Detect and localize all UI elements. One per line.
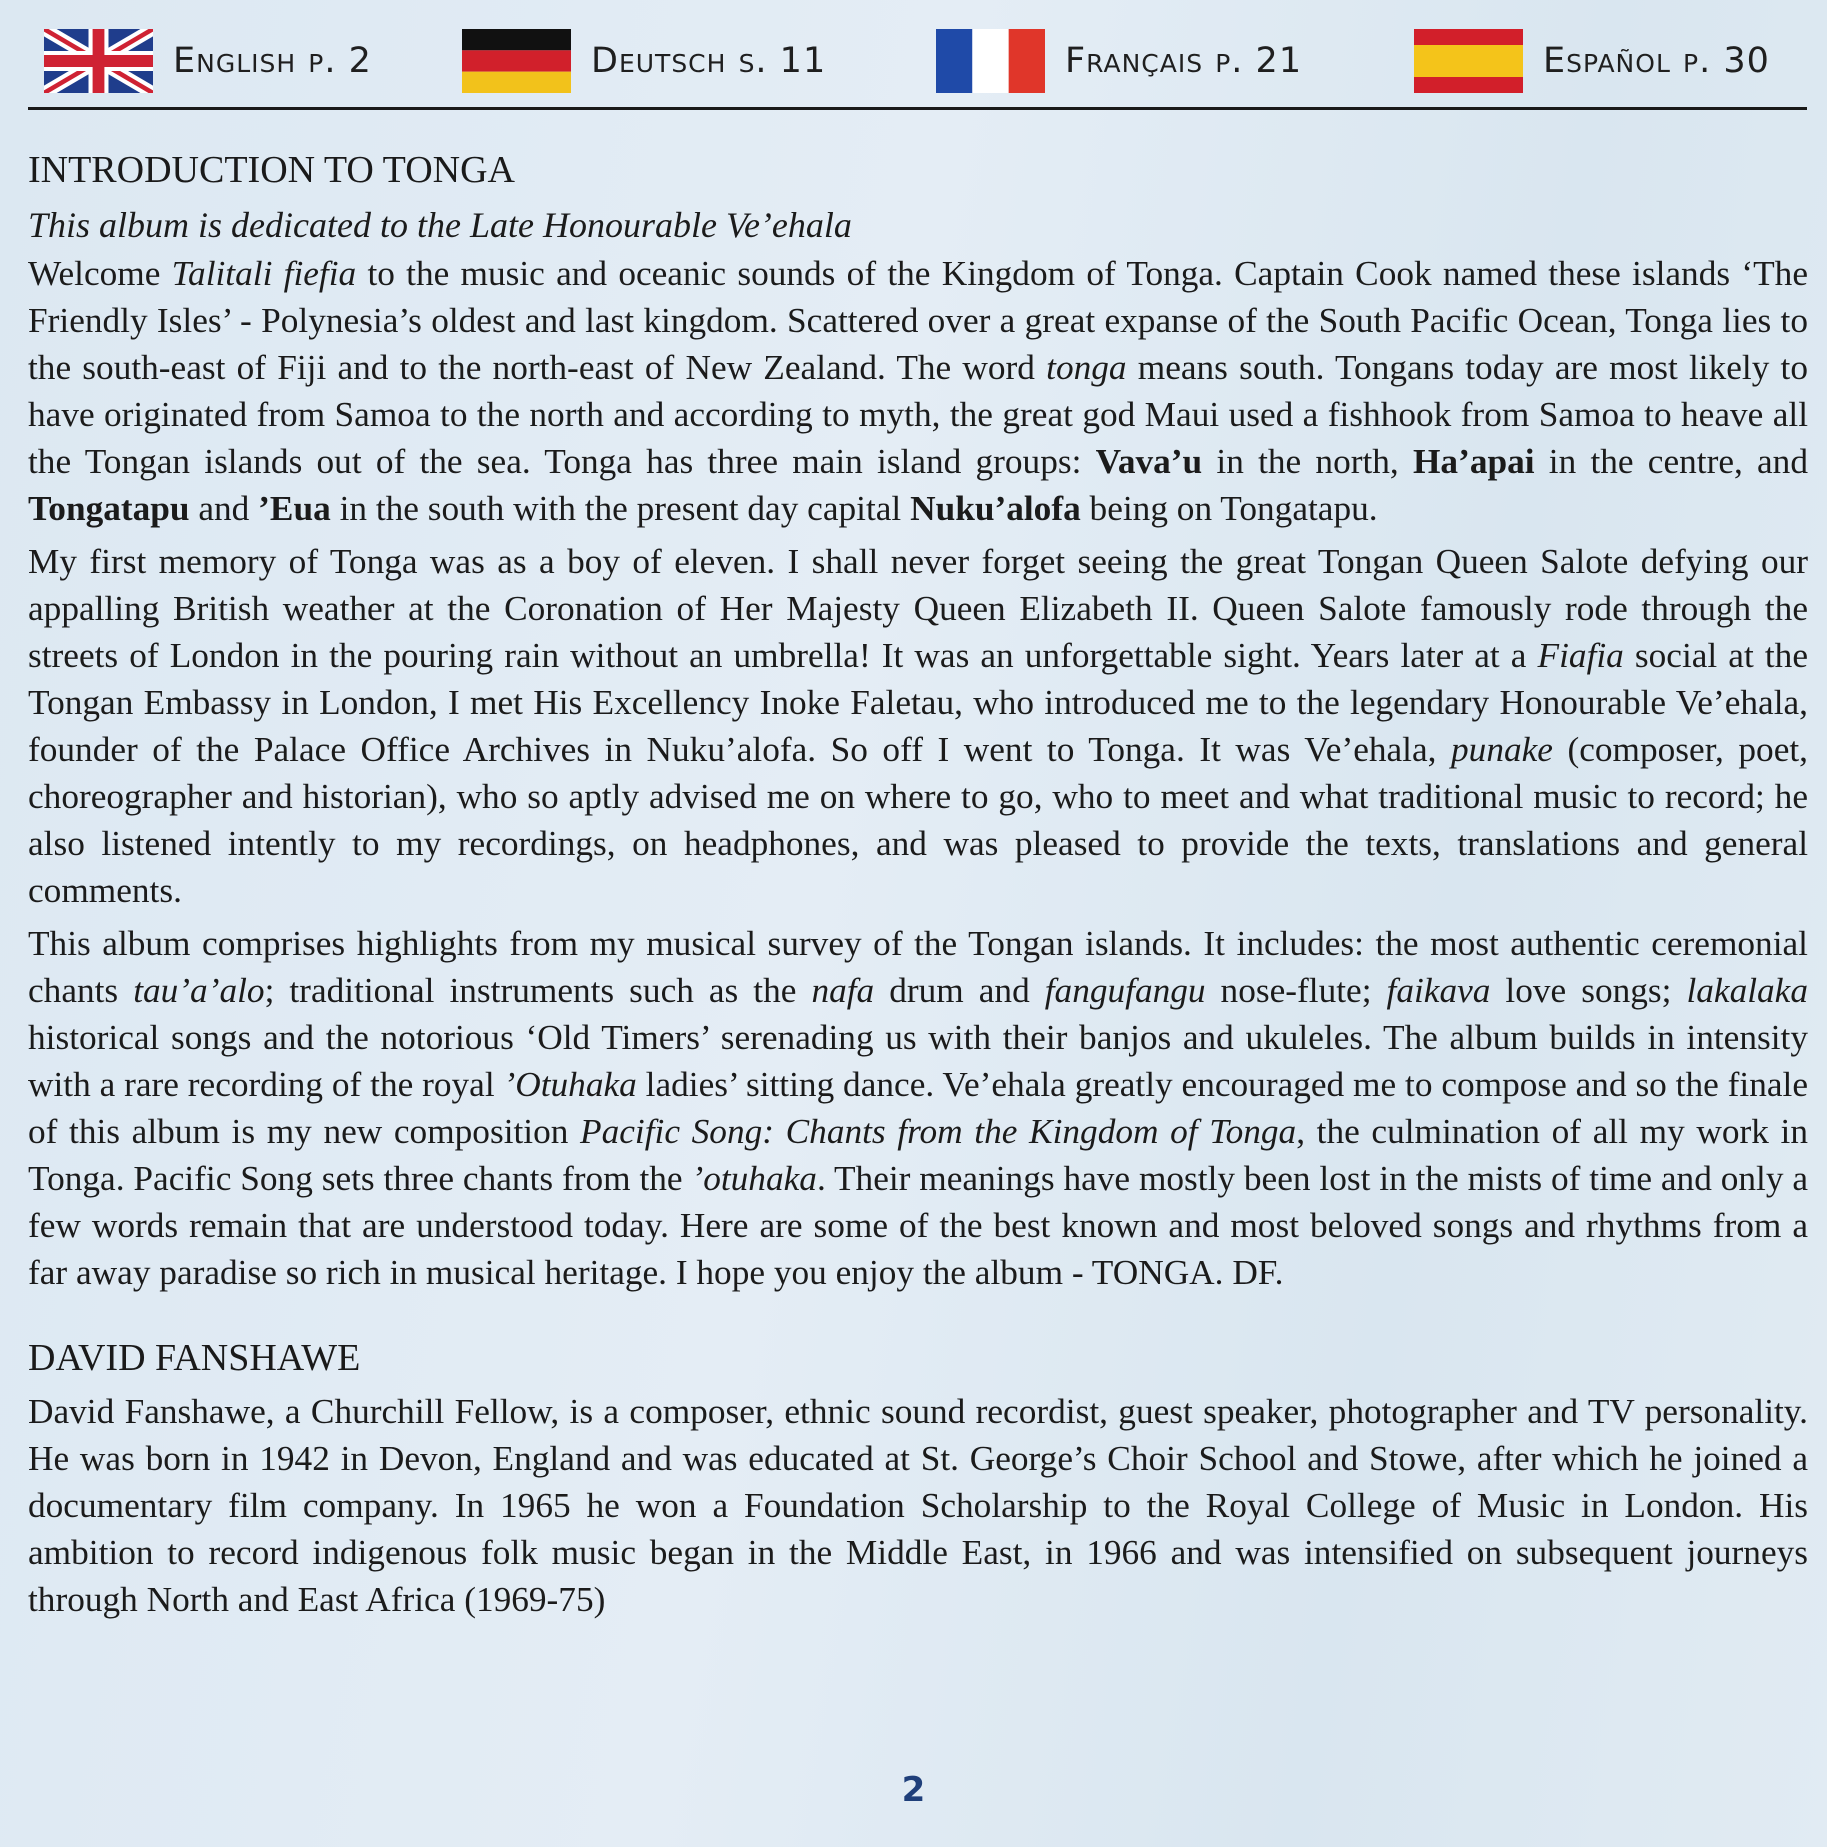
text-run: Welcome xyxy=(28,254,172,293)
text-run-italic: ’otuhaka xyxy=(691,1159,817,1198)
text-run-bold: Tongatapu xyxy=(28,489,190,528)
lang-deutsch-label: Deutsch s. 11 xyxy=(591,41,827,81)
text-run: means south. Tongans today are most likely to have originated from Samoa to the north and according to myth, the great god Maui used a fishhook from Samoa to heave all the Tongan islands out of the sea. Tonga has three main island groups: xyxy=(28,348,1808,481)
lang-espanol-label: Español p. 30 xyxy=(1543,41,1770,81)
text-run-italic: Pacific Song: Chants from the Kingdom of Tonga xyxy=(580,1112,1297,1151)
spain-flag-icon xyxy=(1414,29,1523,93)
page-number: 2 xyxy=(901,1770,926,1810)
lang-espanol[interactable] xyxy=(1414,26,1770,96)
text-run-bold: Ha’apai xyxy=(1412,442,1535,481)
text-run-bold: Nuku’alofa xyxy=(910,489,1081,528)
text-run: historical songs and the notorious ‘Old Timers’ serenading us with their banjos and ukuleles. The album builds in intensity with a rare recording of the royal xyxy=(28,1018,1808,1104)
text-run-italic: Talitali fiefia xyxy=(171,254,357,293)
text-run-italic: lakalaka xyxy=(1686,971,1808,1010)
lang-francais-label: Français p. 21 xyxy=(1065,41,1303,81)
text-run: in the north, xyxy=(1202,442,1413,481)
text-run: ladies’ sitting dance. Ve’ehala greatly encouraged me to compose and so the finale of this album is my new composition xyxy=(28,1065,1808,1151)
dedication: This album is dedicated to the Late Honourable Ve’ehala xyxy=(28,205,852,245)
lang-english-label: English p. 2 xyxy=(173,41,372,81)
text-run-bold: ’Eua xyxy=(258,489,331,528)
lang-english[interactable] xyxy=(44,26,372,96)
text-run-italic: ’Otuhaka xyxy=(503,1065,637,1104)
document-body xyxy=(28,144,1808,1629)
intro-paragraph-1 xyxy=(28,250,1808,532)
text-run: . Their meanings have mostly been lost in the mists of time and only a few words remain that are understood today. Here are some of the best known and most beloved songs and rhythms from a far away paradise so rich in musical heritage. I hope you enjoy the album - TONGA. DF. xyxy=(28,1159,1808,1292)
text-run-italic: tau’a’alo xyxy=(133,971,265,1010)
text-run: in the south with the present day capital xyxy=(330,489,911,528)
language-bar xyxy=(28,26,1807,110)
lang-francais[interactable] xyxy=(936,26,1302,96)
uk-flag-icon xyxy=(44,29,153,93)
text-run: (composer, poet, choreographer and historian), who so aptly advised me on where to go, who to meet and what traditional music to record; he also listened intently to my recordings, on headphones, and was pleased to provide the texts, translations and general comments. xyxy=(28,730,1808,910)
text-run-italic: punake xyxy=(1451,730,1553,769)
text-run: social at the Tongan Embassy in London, I met His Excellency Inoke Faletau, who introduced me to the legendary Honourable Ve’ehala, founder of the Palace Office Archives in Nuku’alofa. So off I went to Tonga. It was Ve’ehala, xyxy=(28,636,1808,769)
text-run: nose-flute; xyxy=(1205,971,1387,1010)
lang-deutsch[interactable] xyxy=(462,26,826,96)
text-run-italic: faikava xyxy=(1386,971,1491,1010)
text-run: My first memory of Tonga was as a boy of eleven. I shall never forget seeing the great Tongan Queen Salote defying our appalling British weather at the Coronation of Her Majesty Queen Elizabeth II. Queen Salote famously rode through the streets of London in the pouring rain without an umbrella! It was an unforgettable sight. Years later at a xyxy=(28,542,1808,675)
text-run: being on Tongatapu. xyxy=(1080,489,1378,528)
intro-paragraph-3 xyxy=(28,920,1808,1296)
text-run: and xyxy=(189,489,259,528)
germany-flag-icon xyxy=(462,29,571,93)
intro-paragraph-2 xyxy=(28,538,1808,914)
text-run: ; traditional instruments such as the xyxy=(264,971,812,1010)
bio-paragraph-1: David Fanshawe, a Churchill Fellow, is a composer, ethnic sound recordist, guest speaker, photographer and TV personality. He was born in 1942 in Devon, England and was educated at St. George’s Choir School and Stowe, after which he joined a documentary film company. In 1965 he won a Foundation Scholarship to the Royal College of Music in London. His ambition to record indigenous folk music began in the Middle East, in 1966 and was intensified on subsequent journeys through North and East Africa (1969-75) xyxy=(28,1392,1808,1619)
text-run: in the centre, and xyxy=(1534,442,1808,481)
text-run-italic: nafa xyxy=(811,971,875,1010)
intro-heading: INTRODUCTION TO TONGA xyxy=(28,149,515,191)
text-run-italic: Fiafia xyxy=(1537,636,1624,675)
text-run-italic: tonga xyxy=(1046,348,1127,387)
text-run: drum and xyxy=(874,971,1045,1010)
text-run: love songs; xyxy=(1490,971,1687,1010)
text-run: , the culmination of all my work in Tonga. Pacific Song sets three chants from the xyxy=(28,1112,1808,1198)
text-run: to the music and oceanic sounds of the Kingdom of Tonga. Captain Cook named these islands ‘The Friendly Isles’ - Polynesia’s oldest and last kingdom. Scattered over a great expanse of the South Pacific Ocean, Tonga lies to the south-east of Fiji and to the north-east of New Zealand. The word xyxy=(28,254,1808,387)
text-run-italic: fangufangu xyxy=(1044,971,1206,1010)
text-run-bold: Vava’u xyxy=(1095,442,1203,481)
france-flag-icon xyxy=(936,29,1045,93)
bio-heading: DAVID FANSHAWE xyxy=(28,1337,361,1379)
text-run: This album comprises highlights from my musical survey of the Tongan islands. It includes: the most authentic ceremonial chants xyxy=(28,924,1808,1010)
